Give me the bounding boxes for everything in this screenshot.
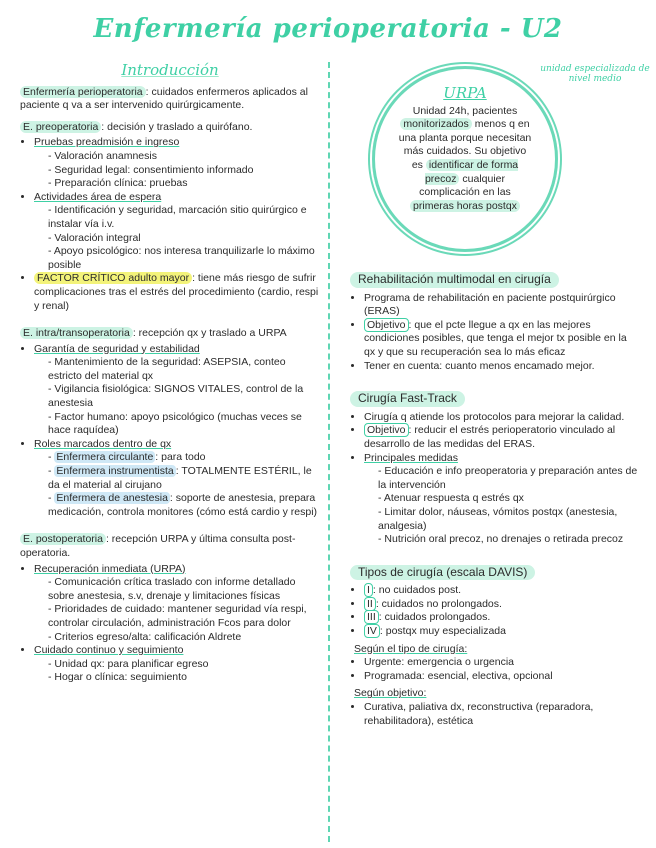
urpa-text-2: menos q en una planta porque necesitan más cuidados. Su objetivo es	[398, 118, 532, 171]
pre-b2-sublist	[34, 204, 320, 272]
factor-term: FACTOR CRÍTICO adulto mayor	[34, 272, 192, 284]
left-column	[20, 61, 320, 689]
urpa-circle	[372, 66, 558, 252]
list-item: • Tener en cuenta: cuanto menos encamado mejor.	[364, 360, 640, 374]
list-item: - Valoración anamnesis	[48, 150, 320, 164]
level-text: : no cuidados post.	[372, 584, 462, 597]
intra-term: E. intra/transoperatoria	[20, 327, 133, 339]
list-item	[34, 343, 320, 438]
level-num: II	[364, 597, 376, 611]
list-item: - Criterios egreso/alta: calificación Aldrete	[48, 631, 320, 645]
urpa-text-3: cualquier complicación en las	[419, 172, 511, 199]
objective-label: Objetivo	[364, 318, 409, 332]
list-item: - Hogar o clínica: seguimiento	[48, 671, 320, 685]
intra-b1-sublist	[34, 356, 320, 438]
level-text: : cuidados no prolongados.	[375, 597, 502, 610]
intra-text: : recepción qx y traslado a URPA	[132, 327, 287, 340]
list-item	[364, 319, 640, 360]
definition-term: Enfermería perioperatoria	[20, 86, 146, 98]
role-text: : TOTALMENTE ESTÉRIL, le da el material al cirujano	[48, 465, 312, 491]
fasttrack-list	[350, 411, 640, 547]
urpa-title: URPA	[443, 84, 487, 102]
objetivo-list	[350, 701, 640, 728]
list-item	[364, 598, 640, 612]
post-b2-sublist	[34, 658, 320, 685]
pre-b2: Actividades área de espera	[34, 190, 162, 203]
list-item: - Prioridades de cuidado: mantener seguridad vía respi, controlar circulación, administración Fcos para dolor	[48, 603, 320, 630]
urpa-highlight-1: monitorizados	[400, 118, 471, 130]
level-text: : cuidados prolongados.	[378, 611, 491, 624]
list-item	[48, 451, 320, 465]
urpa-text-1: Unidad 24h, pacientes	[412, 104, 518, 117]
objective-text: : reducir el estrés perioperatorio vinculado al desarrollo de las medidas del ERAS.	[364, 424, 616, 450]
list-item	[364, 452, 640, 547]
fasttrack-heading: Cirugía Fast-Track	[350, 391, 465, 407]
column-divider	[328, 62, 330, 842]
rehab-list	[350, 292, 640, 374]
pre-term: E. preoperatoria	[20, 121, 101, 133]
intro-definition	[20, 86, 320, 113]
pre-heading	[20, 121, 320, 135]
davis-heading: Tipos de cirugía (escala DAVIS)	[350, 565, 535, 581]
intra-b1: Garantía de seguridad y estabilidad	[34, 342, 200, 355]
intra-list	[20, 343, 320, 520]
list-item	[34, 136, 320, 190]
list-item: • Curativa, paliativa dx, reconstructiva (reparadora, rehabilitadora), estética	[364, 701, 640, 728]
list-item: • Urgente: emergencia o urgencia	[364, 656, 640, 670]
measures-label: Principales medidas	[364, 451, 458, 464]
objective-label: Objetivo	[364, 423, 409, 437]
definition-text: : cuidados enfermeros aplicados al paciente q va a ser intervenido quirúrgicamente.	[20, 85, 308, 112]
level-num: I	[364, 583, 373, 597]
list-item	[48, 465, 320, 492]
list-item: • Programada: esencial, electiva, opcional	[364, 670, 640, 684]
pre-b1: Pruebas preadmisión e ingreso	[34, 136, 180, 149]
list-item: - Comunicación crítica traslado con informe detallado sobre anestesia, s.v, drenaje y limitaciones físicas	[48, 576, 320, 603]
objective-text: : que el pcte llegue a qx en las mejores condiciones posibles, que tenga el mejor tx posible en la qx y que su recuperación sea lo más eficaz	[364, 318, 627, 358]
tipo-label: Según el tipo de cirugía:	[354, 642, 468, 655]
right-column	[350, 268, 640, 732]
list-item	[48, 492, 320, 519]
role-text: : para todo	[155, 451, 206, 464]
list-item: • Programa de rehabilitación en paciente postquirúrgico (ERAS)	[364, 292, 640, 319]
role-text: : soporte de anestesia, prepara medicación, controla monitores (cómo está cardio y respi)	[48, 492, 318, 518]
list-item: - Valoración integral	[48, 232, 320, 246]
urpa-highlight-2: identificar de forma precoz	[424, 158, 519, 185]
list-item	[34, 563, 320, 645]
tipo-list	[350, 656, 640, 683]
urpa-side-note: unidad especializada de nivel medio	[540, 64, 650, 84]
list-item: - Limitar dolor, náuseas, vómitos postqx (anestesia, analgesia)	[378, 506, 640, 533]
list-item	[364, 611, 640, 625]
pre-b1-sublist	[34, 150, 320, 191]
list-item	[34, 438, 320, 520]
list-item: - Seguridad legal: consentimiento informado	[48, 164, 320, 178]
list-item	[364, 584, 640, 598]
list-item	[34, 191, 320, 273]
list-item: - Unidad qx: para planificar egreso	[48, 658, 320, 672]
list-item: - Apoyo psicológico: nos interesa tranquilizarle lo máximo posible	[48, 245, 320, 272]
role-term: Enfermera de anestesia	[56, 492, 168, 505]
list-item	[364, 424, 640, 451]
post-list	[20, 563, 320, 685]
urpa-text	[375, 105, 555, 214]
urpa-highlight-3: primeras horas postqx	[410, 200, 520, 212]
intra-heading	[20, 327, 320, 341]
post-heading	[20, 533, 320, 560]
objetivo-label: Según objetivo:	[354, 687, 427, 700]
role-term: Enfermera instrumentista	[56, 465, 174, 478]
list-item: - Educación e info preoperatoria y preparación antes de la intervención	[378, 465, 640, 492]
level-text: : postqx muy especializada	[379, 625, 506, 638]
role-term: Enfermera circulante	[56, 451, 154, 464]
list-item: - Mantenimiento de la seguridad: ASEPSIA, conteo estricto del material qx	[48, 356, 320, 383]
post-term: E. postoperatoria	[20, 533, 106, 545]
list-item: - Factor humano: apoyo psicológico (muchas veces se hace raquídea)	[48, 411, 320, 438]
list-item	[364, 625, 640, 639]
post-b1-sublist	[34, 576, 320, 644]
list-item: - Identificación y seguridad, marcación sitio quirúrgico e instalar vía i.v.	[48, 204, 320, 231]
list-item	[34, 644, 320, 685]
davis-list	[350, 584, 640, 638]
list-item: - Atenuar respuesta q estrés qx	[378, 492, 640, 506]
rehab-heading: Rehabilitación multimodal en cirugía	[350, 272, 559, 288]
pre-list	[20, 136, 320, 313]
intro-heading: Introducción	[121, 61, 219, 79]
measures-sublist	[364, 465, 640, 547]
intra-b2: Roles marcados dentro de qx	[34, 437, 172, 450]
list-item	[34, 272, 320, 313]
factor-text: : tiene más riesgo de sufrir complicaciones tras el estrés del procedimiento (cardio, respi y renal)	[34, 272, 319, 312]
level-num: IV	[364, 624, 380, 638]
list-item: - Nutrición oral precoz, no drenajes o retirada precoz	[378, 533, 640, 547]
intra-roles-sublist	[34, 451, 320, 519]
list-item: • Cirugía q atiende los protocolos para mejorar la calidad.	[364, 411, 640, 425]
post-b2: Cuidado continuo y seguimiento	[34, 644, 184, 657]
pre-text: : decisión y traslado a quirófano.	[101, 120, 253, 133]
page-title: Enfermería perioperatoria - U2	[93, 14, 563, 44]
post-b1: Recuperación inmediata (URPA)	[34, 562, 186, 575]
post-text: : recepción URPA y última consulta post-operatoria.	[20, 533, 296, 559]
list-item: - Vigilancia fisiológica: SIGNOS VITALES, control de la anestesia	[48, 383, 320, 410]
level-num: III	[364, 610, 379, 624]
list-item: - Preparación clínica: pruebas	[48, 177, 320, 191]
